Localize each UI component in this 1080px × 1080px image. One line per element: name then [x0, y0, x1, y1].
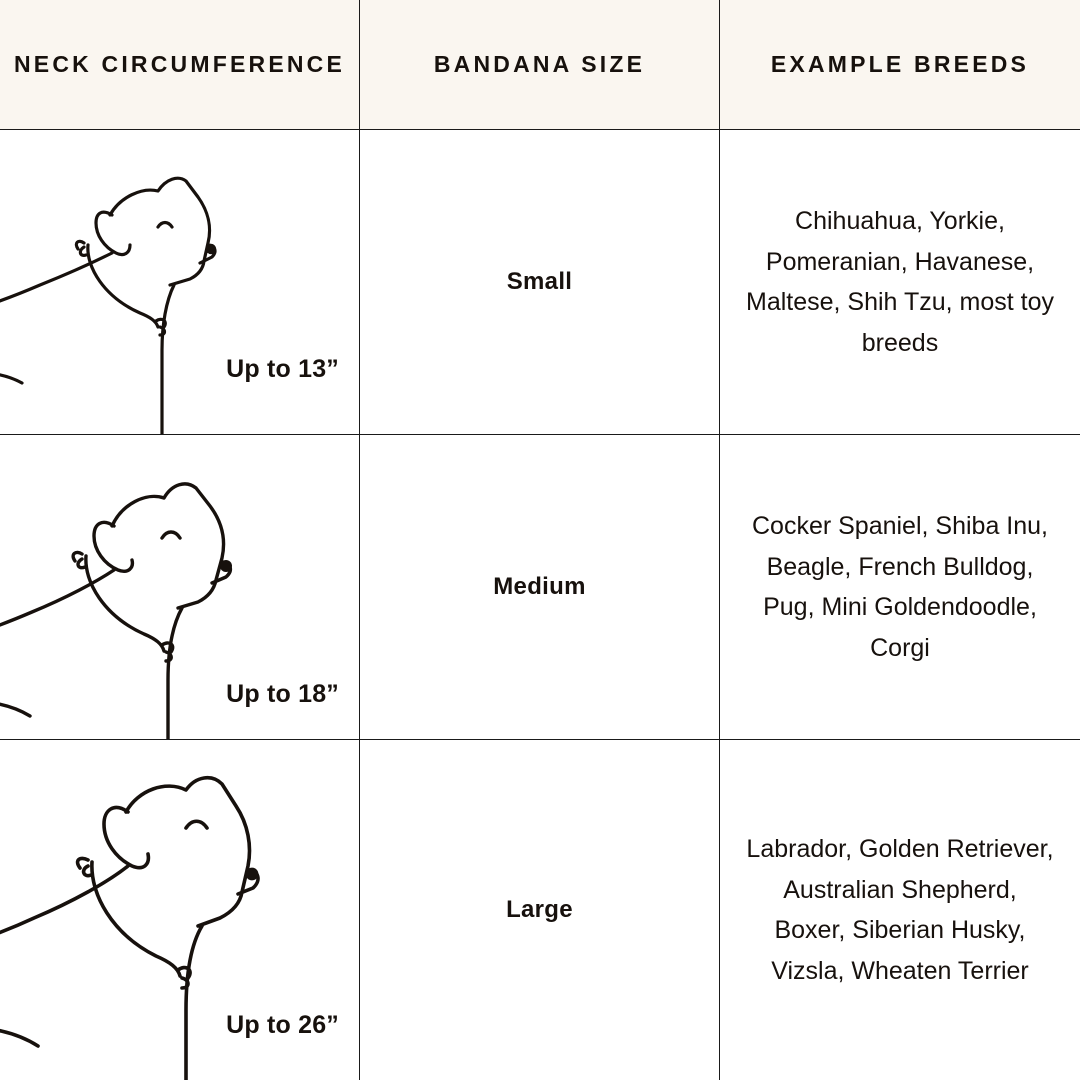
table-row-medium-breeds	[720, 435, 1080, 740]
table-row-small-breeds	[720, 130, 1080, 435]
header-neck-circumference-label: NECK CIRCUMFERENCE	[13, 50, 346, 77]
bandana-size-medium: Medium	[493, 573, 586, 600]
bandana-size-small: Small	[506, 268, 573, 295]
table-row-large-breeds	[720, 740, 1080, 1080]
bandana-size-large: Large	[506, 896, 573, 923]
table-row-medium-size	[360, 435, 720, 740]
header-cell-example-breeds	[720, 0, 1080, 130]
table-row-small-illustration	[0, 130, 360, 435]
table-row-small-size	[360, 130, 720, 435]
header-cell-neck-circumference	[0, 0, 360, 130]
example-breeds-medium: Cocker Spaniel, Shiba Inu, Beagle, French Bulldog, Pug, Mini Goldendoodle, Corgi	[751, 512, 1048, 662]
example-breeds-large: Labrador, Golden Retriever, Australian Shepherd, Boxer, Siberian Husky, Vizsla, Wheaten Terrier	[746, 835, 1054, 985]
neck-size-large: Up to 26”	[226, 1011, 339, 1039]
neck-size-small: Up to 13”	[226, 355, 339, 383]
header-example-breeds-label: EXAMPLE BREEDS	[770, 50, 1030, 77]
table-row-medium-illustration	[0, 435, 360, 740]
example-breeds-small: Chihuahua, Yorkie, Pomeranian, Havanese, Maltese, Shih Tzu, most toy breeds	[746, 207, 1054, 357]
small-dog-icon	[0, 135, 360, 435]
table-row-large-illustration	[0, 740, 360, 1080]
table-row-large-size	[360, 740, 720, 1080]
header-bandana-size-label: BANDANA SIZE	[433, 50, 646, 77]
neck-size-medium: Up to 18”	[226, 680, 339, 708]
header-cell-bandana-size	[360, 0, 720, 130]
